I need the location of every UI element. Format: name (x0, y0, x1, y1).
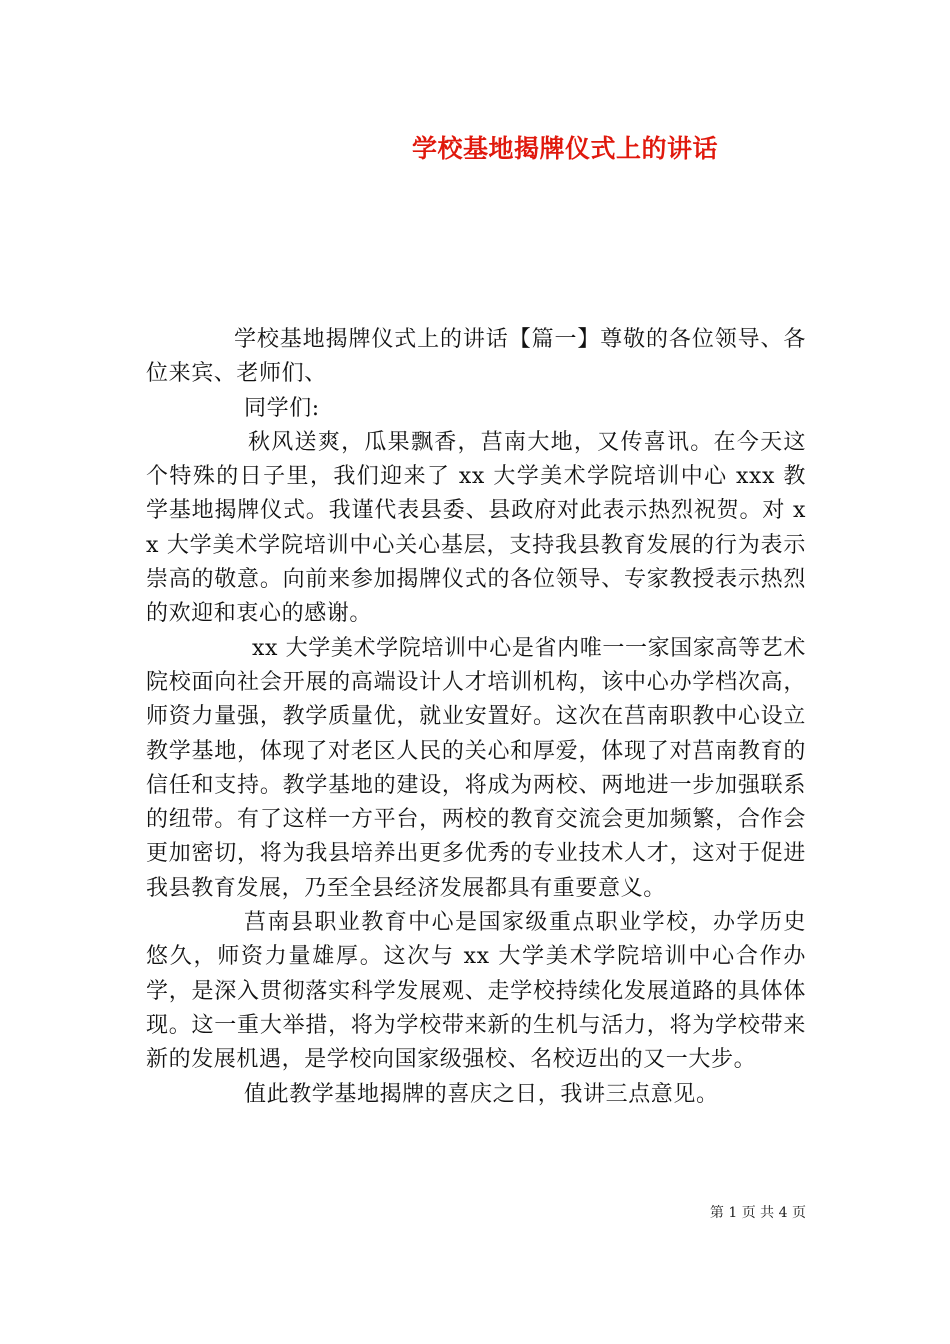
document-body (146, 323, 806, 1112)
paragraph-3: 莒南县职业教育中心是国家级重点职业学校，办学历史悠久，师资力量雄厚。这次与 xx 大学美术学院培训中心合作办学，是深入贯彻落实科学发展观、走学校持续化发展道路的具体体现。这一重大举措，将为学校带来新的生机与活力，将为学校带来新的发展机遇，是学校向国家级强校、名校迈出的又一大步。 (146, 910, 806, 1073)
paragraph-2: xx 大学美术学院培训中心是省内唯一一家国家高等艺术院校面向社会开展的高端设计人才培训机构，该中心办学档次高，师资力量强，教学质量优，就业安置好。这次在莒南职教中心设立教学基地，体现了对老区人民的关心和厚爱，体现了对莒南教育的信任和支持。教学基地的建设，将成为两校、两地进一步加强联系的纽带。有了这样一方平台，两校的教育交流会更加频繁，合作会更加密切，将为我县培养出更多优秀的专业技术人才，这对于促进我县教育发展，乃至全县经济发展都具有重要意义。 (146, 635, 806, 901)
paragraph-4: 值此教学基地揭牌的喜庆之日，我讲三点意见。 (244, 1081, 719, 1107)
page-number-footer: 第 1 页 共 4 页 (709, 1205, 806, 1221)
paragraph-salutation: 同学们: (244, 395, 320, 421)
document-title: 学校基地揭牌仪式上的讲话 (411, 134, 718, 163)
paragraph-intro: 学校基地揭牌仪式上的讲话【篇一】尊敬的各位领导、各位来宾、老师们、 (146, 327, 806, 387)
paragraph-1: 秋风送爽，瓜果飘香，莒南大地，又传喜讯。在今天这个特殊的日子里，我们迎来了 xx 大学美术学院培训中心 xxx 教学基地揭牌仪式。我谨代表县委、县政府对此表示热烈祝贺。对 xx 大学美术学院培训中心关心基层，支持我县教育发展的行为表示崇高的敬意。向前来参加揭牌仪式的各位领导、专家教授表示热烈的欢迎和衷心的感谢。 (146, 429, 806, 627)
